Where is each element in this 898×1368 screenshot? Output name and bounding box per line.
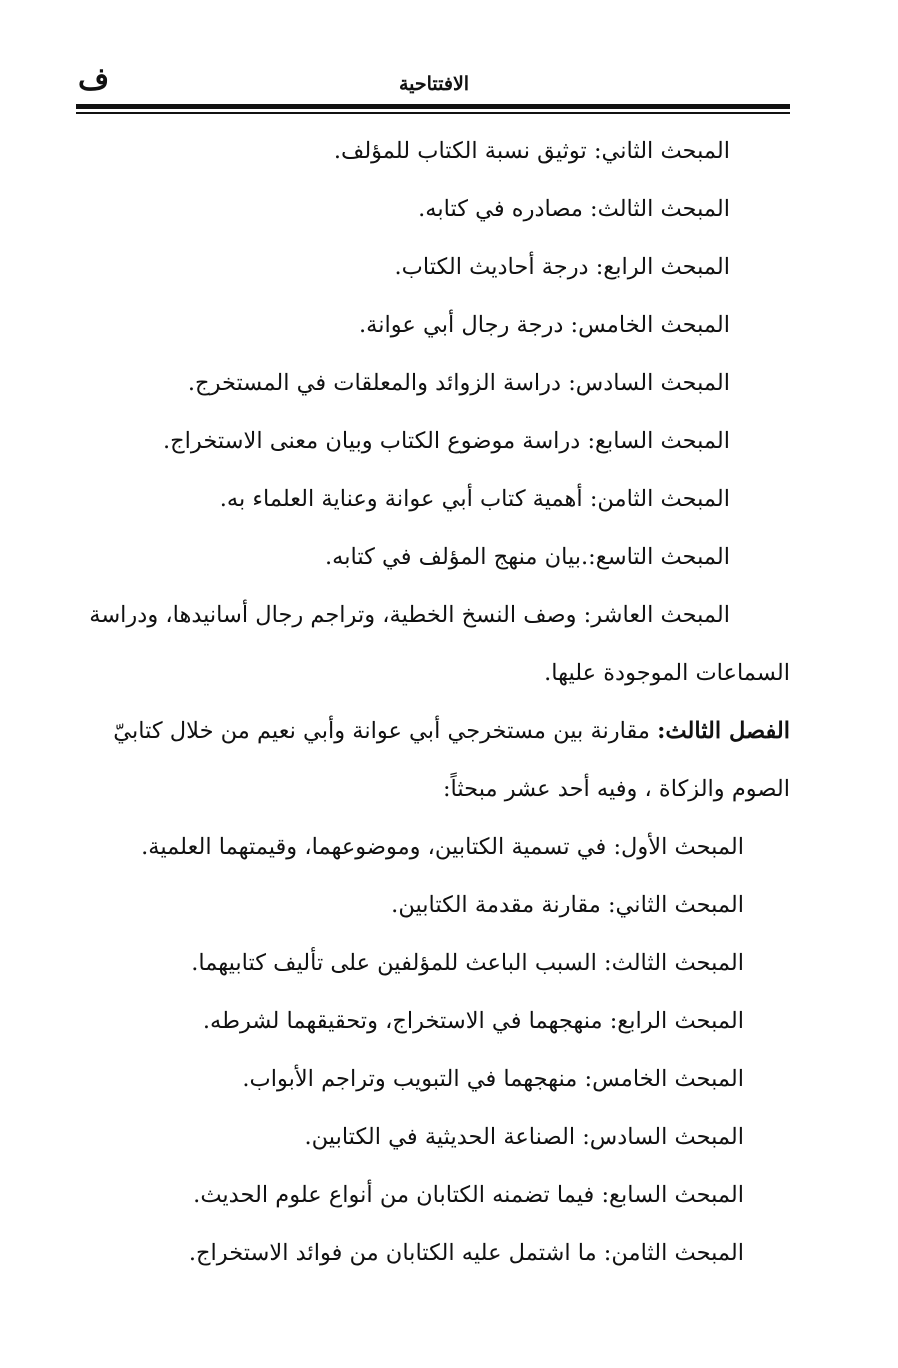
list-item: المبحث الرابع: درجة أحاديث الكتاب.	[394, 254, 730, 280]
page-number-letter: ف	[78, 62, 110, 97]
chapter-description: مقارنة بين مستخرجي أبي عوانة وأبي نعيم من خلال كتابيّ	[113, 718, 650, 744]
page-body	[80, 122, 790, 1282]
header-rule-thin	[76, 112, 790, 114]
list-item: المبحث الخامس: منهجهما في التبويب وتراجم الأبواب.	[242, 1066, 744, 1092]
list-item: المبحث الرابع: منهجهما في الاستخراج، وتحقيقهما لشرطه.	[202, 1008, 744, 1034]
list-item: المبحث الثالث: السبب الباعث للمؤلفين على تأليف كتابيهما.	[191, 950, 744, 976]
list-item: المبحث الثالث: مصادره في كتابه.	[418, 196, 730, 222]
chapter-description-line2: الصوم والزكاة ، وفيه أحد عشر مبحثاً:	[442, 776, 790, 802]
list-item: المبحث السابع: دراسة موضوع الكتاب وبيان معنى الاستخراج.	[162, 428, 730, 454]
page-header	[78, 62, 790, 102]
list-item: المبحث السادس: دراسة الزوائد والمعلقات في المستخرج.	[187, 370, 730, 396]
list-item: المبحث الثاني: مقارنة مقدمة الكتابين.	[391, 892, 744, 918]
list-item: المبحث السابع: فيما تضمنه الكتابان من أنواع علوم الحديث.	[193, 1182, 744, 1208]
chapter-label: الفصل الثالث:	[657, 718, 790, 744]
list-item: المبحث الخامس: درجة رجال أبي عوانة.	[359, 312, 730, 338]
header-rule-thick	[76, 104, 790, 109]
list-item: المبحث الثاني: توثيق نسبة الكتاب للمؤلف.	[333, 138, 730, 164]
list-item: المبحث السادس: الصناعة الحديثية في الكتابين.	[304, 1124, 744, 1150]
list-item: المبحث التاسع:.بيان منهج المؤلف في كتابه.	[325, 544, 730, 570]
list-item-tenth-line1: المبحث العاشر: وصف النسخ الخطية، وتراجم رجال أسانيدها، ودراسة	[89, 602, 730, 628]
chapter-heading-line	[80, 702, 790, 760]
list-item: المبحث الثامن: أهمية كتاب أبي عوانة وعناية العلماء به.	[219, 486, 730, 512]
list-item-tenth-line2: السماعات الموجودة عليها.	[544, 660, 790, 686]
running-head: الافتتاحية	[398, 73, 470, 95]
list-item: المبحث الثامن: ما اشتمل عليه الكتابان من فوائد الاستخراج.	[188, 1240, 744, 1266]
list-item: المبحث الأول: في تسمية الكتابين، وموضوعهما، وقيمتهما العلمية.	[141, 834, 744, 860]
